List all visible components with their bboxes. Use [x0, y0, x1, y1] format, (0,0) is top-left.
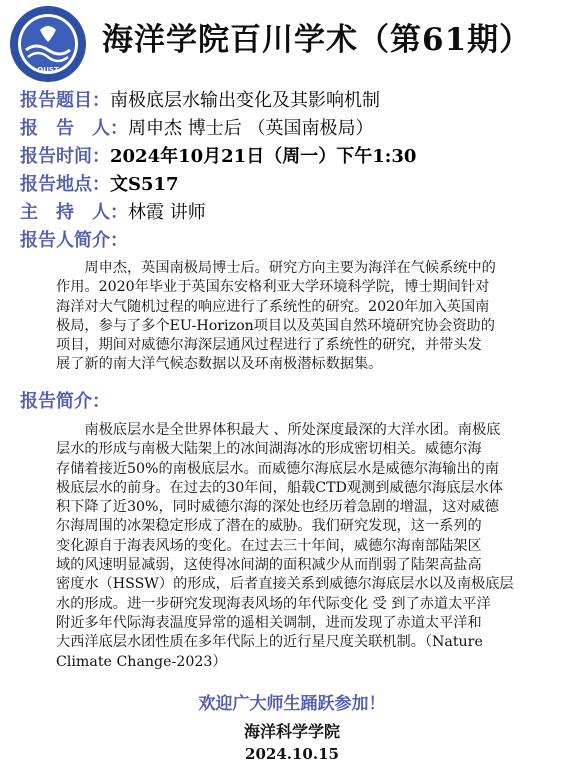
speaker-intro-text [56, 259, 556, 375]
college-logo [8, 4, 88, 84]
speaker-intro-heading: 报告人简介： [20, 230, 128, 251]
time-label: 报告时间： [20, 146, 110, 167]
abstract-line: 层水的形成与南极大陆架上的冰间湖海冰的形成密切相关。威德尔海 [56, 441, 482, 458]
intro-line: 极局，参与了多个EU-Horizon项目以及英国自然环境研究协会资助的 [56, 317, 495, 334]
welcome-message: 欢迎广大师生踊跃参加！ [198, 694, 386, 714]
intro-line: 项目，期间对威德尔海深层通风过程进行了系统性的研究，并带头发 [56, 337, 482, 354]
organizer-name: 海洋科学学院 [243, 722, 340, 741]
abstract-line: 尔海周围的冰架稳定形成了潜在的威胁。我们研究发现，这一系列的 [56, 518, 482, 535]
time-value: 2024年10月21日（周一）下午1:30 [110, 146, 417, 167]
abstract-line: 积下降了近30%，同时威德尔海的深处也经历着急剧的增温，这对威德 [56, 499, 499, 516]
abstract-line: 密度水（HSSW）的形成，后者直接关系到威德尔海底层水以及南极底层 [56, 576, 514, 593]
intro-line: 周申杰，英国南极局博士后。研究方向主要为海洋在气候系统中的 [56, 260, 496, 276]
notice-date: 2024.10.15 [245, 745, 339, 763]
speaker-value: 周申杰 博士后 （英国南极局） [128, 118, 374, 139]
abstract-text [56, 421, 556, 672]
abstract-heading: 报告简介： [20, 391, 110, 412]
intro-line: 海洋对大气随机过程的响应进行了系统性的研究。2020年加入英国南 [56, 298, 490, 315]
abstract-line: 大西洋底层水团性质在多年代际上的近行星尺度关联机制。（Nature [56, 634, 483, 651]
speaker-row [20, 114, 373, 140]
host-label: 主 持 人： [20, 202, 128, 223]
abstract-line: 南极底层水是全世界体积最大 、所处深度最深的大洋水团。南极底 [56, 422, 501, 438]
location-row [20, 170, 179, 196]
time-row [20, 142, 416, 168]
report-topic-row [20, 86, 380, 112]
intro-line: 作用。2020年毕业于英国东安格利亚大学环境科学院，博士期间针对 [56, 279, 490, 296]
location-label: 报告地点： [20, 174, 110, 195]
page-title: 海洋学院百川学术（第61期） [102, 22, 532, 58]
intro-line: 展了新的南大洋气候态数据以及环南极潜标数据集。 [56, 356, 383, 373]
abstract-line: 存储着接近50%的南极底层水。而威德尔海底层水是威德尔海输出的南 [56, 460, 499, 477]
speaker-label: 报 告 人： [20, 118, 128, 139]
host-value: 林霞 讲师 [128, 202, 206, 223]
logo-text: OUST [37, 66, 59, 74]
abstract-line: 水的形成。进一步研究发现海表风场的年代际变化 受 到了赤道太平洋 [56, 595, 491, 612]
abstract-line: Climate Change-2023） [56, 653, 227, 670]
abstract-line: 域的风速明显减弱，这使得冰间湖的面积减少从而削弱了陆架高盐高 [56, 557, 482, 574]
report-topic-label: 报告题目： [20, 90, 110, 111]
abstract-line: 附近多年代际海表温度异常的遥相关调制，进而发现了赤道太平洋和 [56, 614, 482, 631]
abstract-line: 极底层水的前身。在过去的30年间，船载CTD观测到威德尔海底层水体 [56, 479, 503, 496]
host-row [20, 198, 206, 224]
report-topic-value: 南极底层水输出变化及其影响机制 [110, 90, 380, 111]
location-value: 文S517 [110, 174, 179, 195]
abstract-line: 变化源自于海表风场的变化。在过去三十年间，威德尔海南部陆架区 [56, 537, 482, 554]
